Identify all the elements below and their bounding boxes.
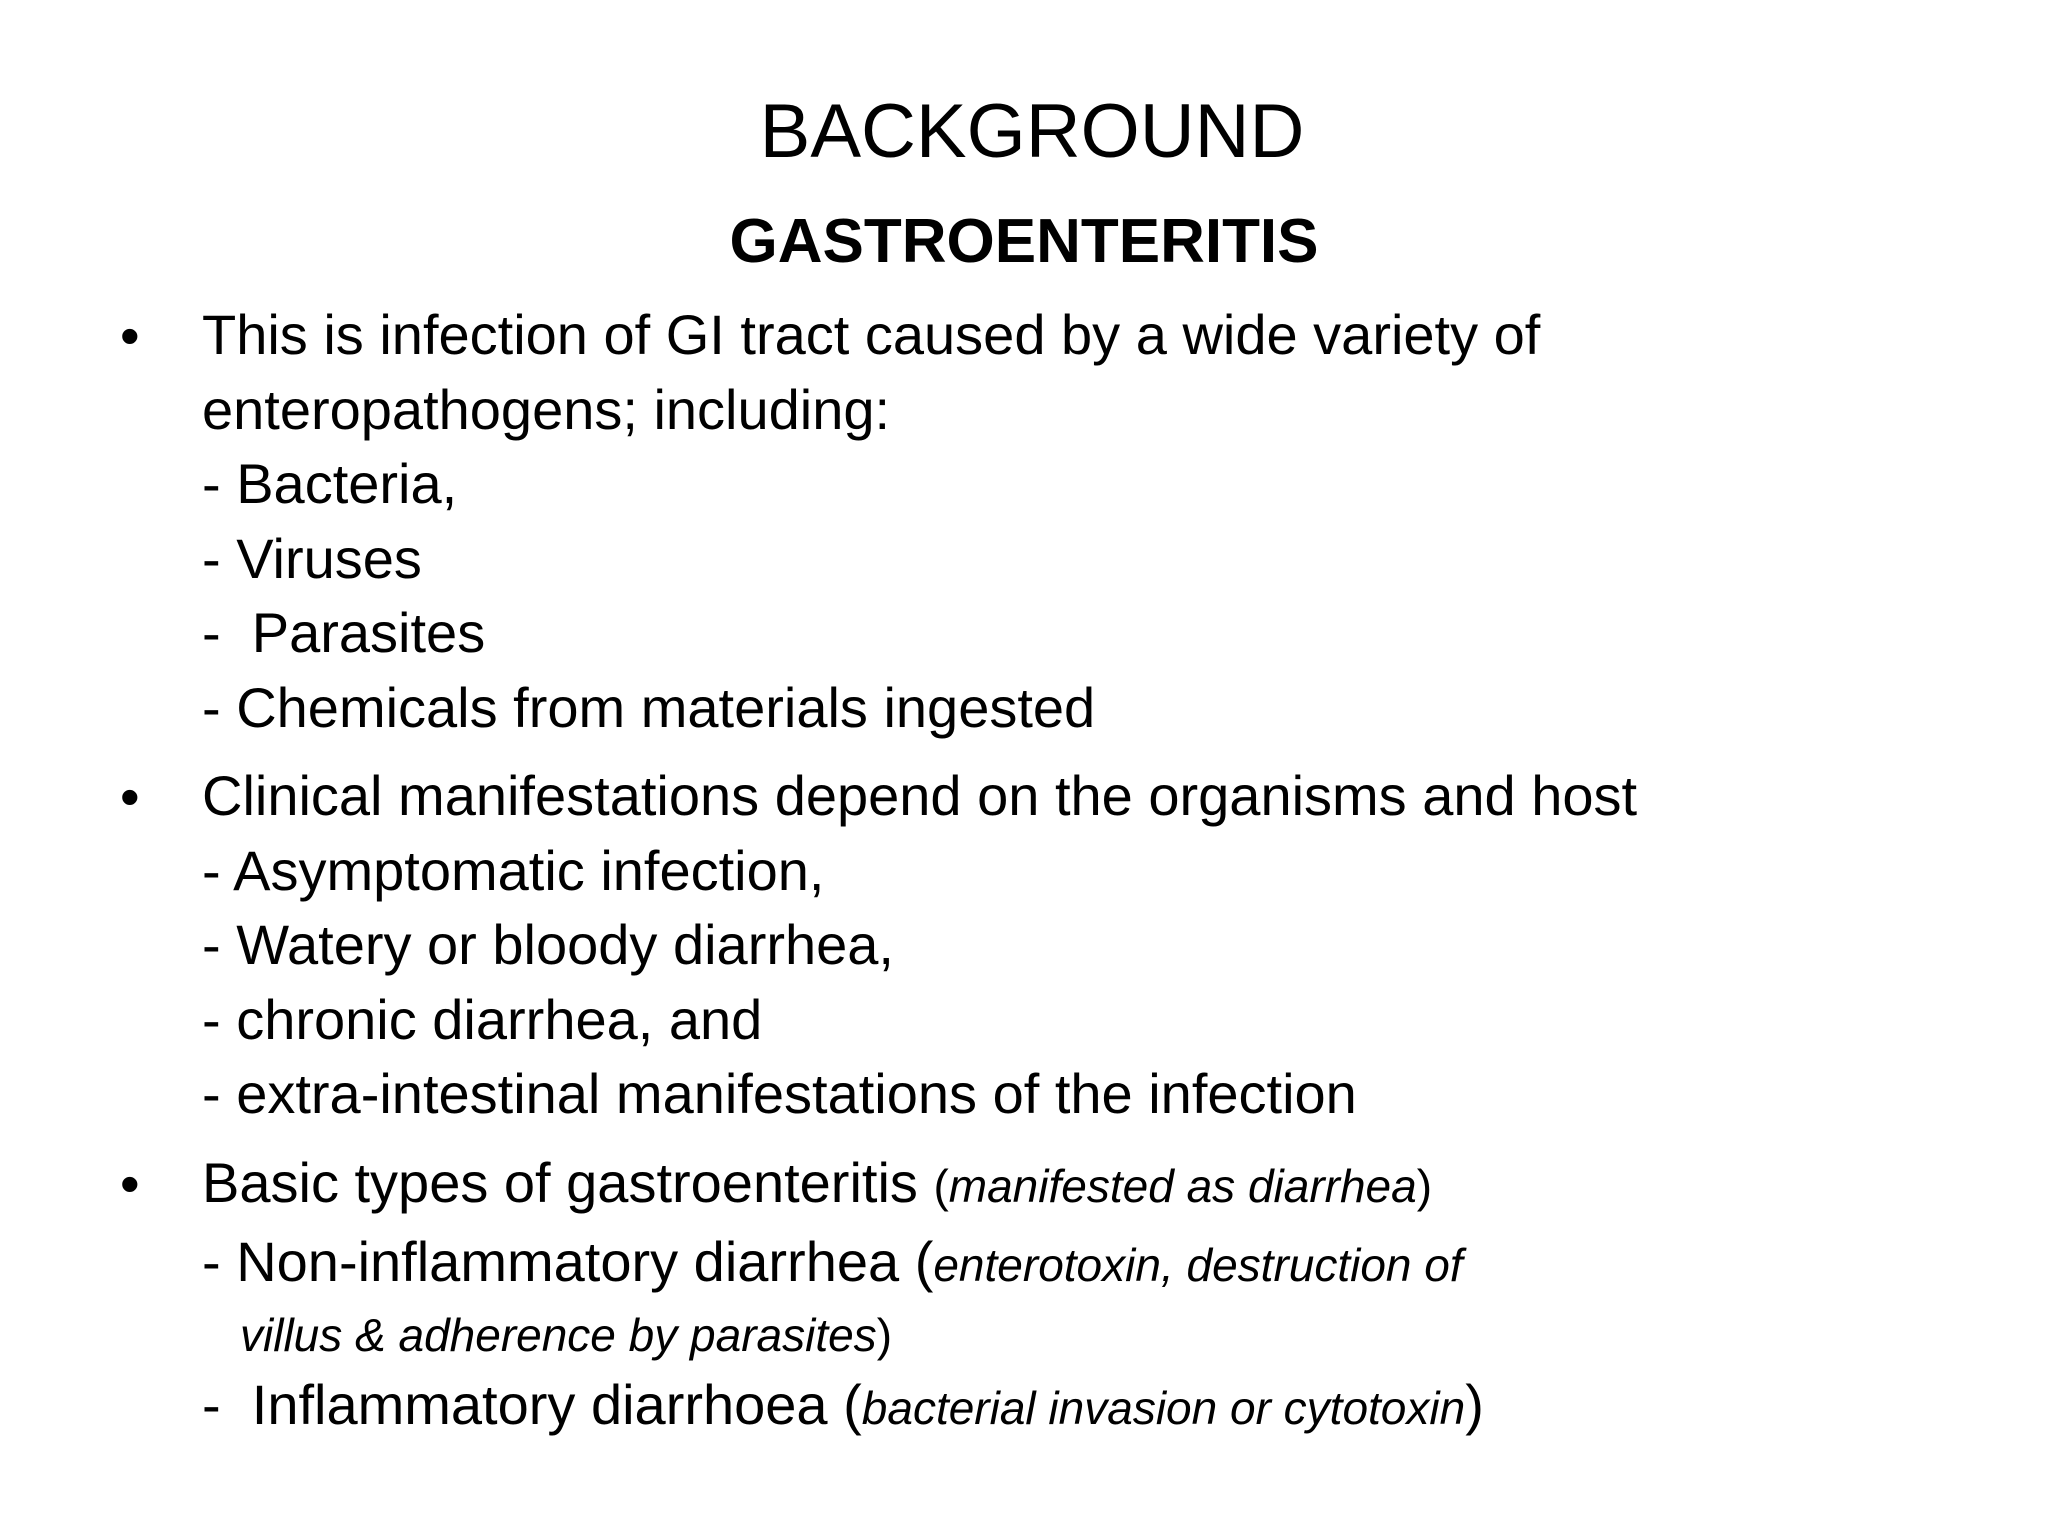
sub-item-text: - Inflammatory diarrhoea ( <box>202 1373 862 1436</box>
slide-subtitle: GASTROENTERITIS <box>729 207 1319 276</box>
bullet-line: enteropathogens; including: <box>202 377 891 441</box>
paren-close: ) <box>1416 1159 1433 1212</box>
italic-note: manifested as diarrhea <box>948 1159 1417 1212</box>
bullet-dot: • <box>120 304 140 367</box>
sub-item: - Bacteria, <box>202 452 458 515</box>
sub-item: - chronic diarrhea, and <box>202 987 763 1051</box>
sub-item: - Watery or bloody diarrhea, <box>202 913 894 976</box>
bullet-dot: • <box>120 765 140 828</box>
bullet-dot: • <box>120 1151 140 1215</box>
bullet-list <box>120 298 2000 1461</box>
sub-item-text: - Non-inflammatory diarrhea ( <box>202 1230 934 1293</box>
sub-item: - extra-intestinal manifestations of the infection <box>202 1062 1357 1125</box>
italic-note: bacterial invasion or cytotoxin <box>861 1382 1466 1434</box>
bullet-item <box>120 1146 2000 1448</box>
bullet-line: This is infection of GI tract caused by a wide variety of <box>202 303 1541 366</box>
sub-item: - Viruses <box>202 526 422 590</box>
bullet-line <box>202 1146 2000 1224</box>
bullet-line: Clinical manifestations depend on the organisms and host <box>202 764 1638 827</box>
sub-item: - Asymptomatic infection, <box>202 838 825 902</box>
sub-item: - Parasites <box>202 601 486 664</box>
bullet-item <box>120 298 2000 745</box>
paren-close: ) <box>1465 1373 1484 1436</box>
sub-item <box>202 1223 2000 1304</box>
sub-item: - Chemicals from materials ingested <box>202 675 1096 739</box>
italic-note: villus & adherence by parasites <box>240 1309 877 1361</box>
slide-title: BACKGROUND <box>759 89 1305 174</box>
sub-item-continuation <box>202 1304 2000 1366</box>
bullet-lead-text: Basic types of gastroenteritis <box>202 1150 934 1214</box>
bullet-item <box>120 759 2000 1132</box>
sub-item <box>202 1366 2000 1447</box>
paren-open: ( <box>933 1159 949 1212</box>
italic-note: enterotoxin, destruction of <box>933 1239 1463 1291</box>
paren-close: ) <box>876 1309 893 1361</box>
